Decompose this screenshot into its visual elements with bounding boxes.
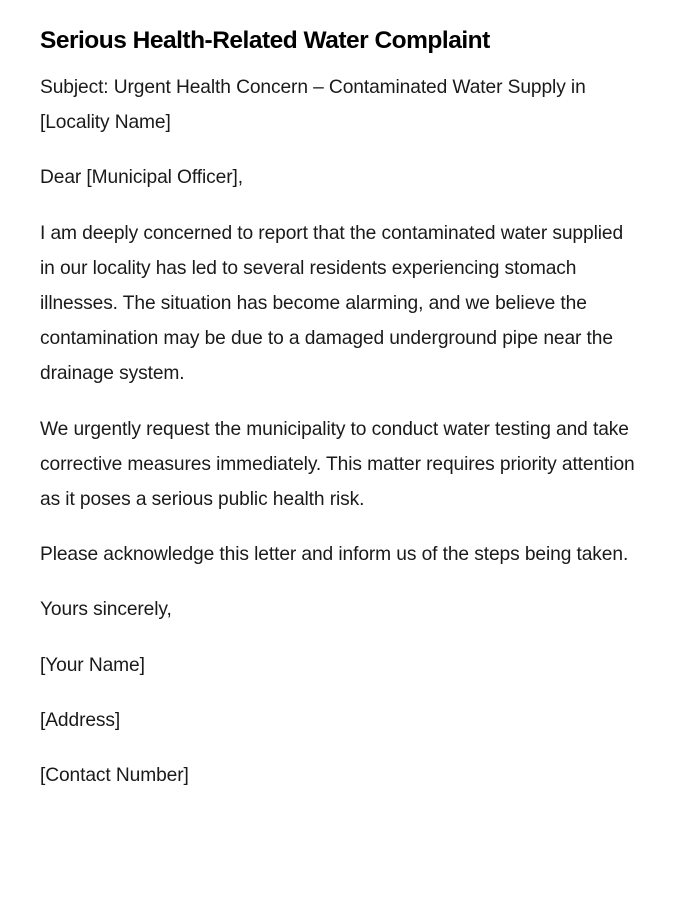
closing: Yours sincerely, bbox=[40, 599, 172, 621]
document-title: Serious Health-Related Water Complaint bbox=[40, 27, 490, 54]
body-paragraph: We urgently request the municipality to conduct water testing and take corrective measures immediately. This matter requires priority attention as it poses a serious public health risk. bbox=[40, 418, 635, 511]
body-paragraph: I am deeply concerned to report that the contaminated water supplied in our locality has led to several residents experiencing stomach illnesses. The situation has become alarming, and we believe the contamination may be due to a damaged underground pipe near the drainage system. bbox=[40, 222, 624, 385]
subject-line: Subject: Urgent Health Concern – Contaminated Water Supply in [Locality Name] bbox=[40, 77, 586, 134]
signature-contact: [Contact Number] bbox=[40, 765, 189, 787]
signature-name: [Your Name] bbox=[40, 654, 145, 676]
body-paragraph: Please acknowledge this letter and inform us of the steps being taken. bbox=[40, 544, 629, 566]
salutation: Dear [Municipal Officer], bbox=[40, 167, 243, 189]
signature-address: [Address] bbox=[40, 709, 121, 731]
